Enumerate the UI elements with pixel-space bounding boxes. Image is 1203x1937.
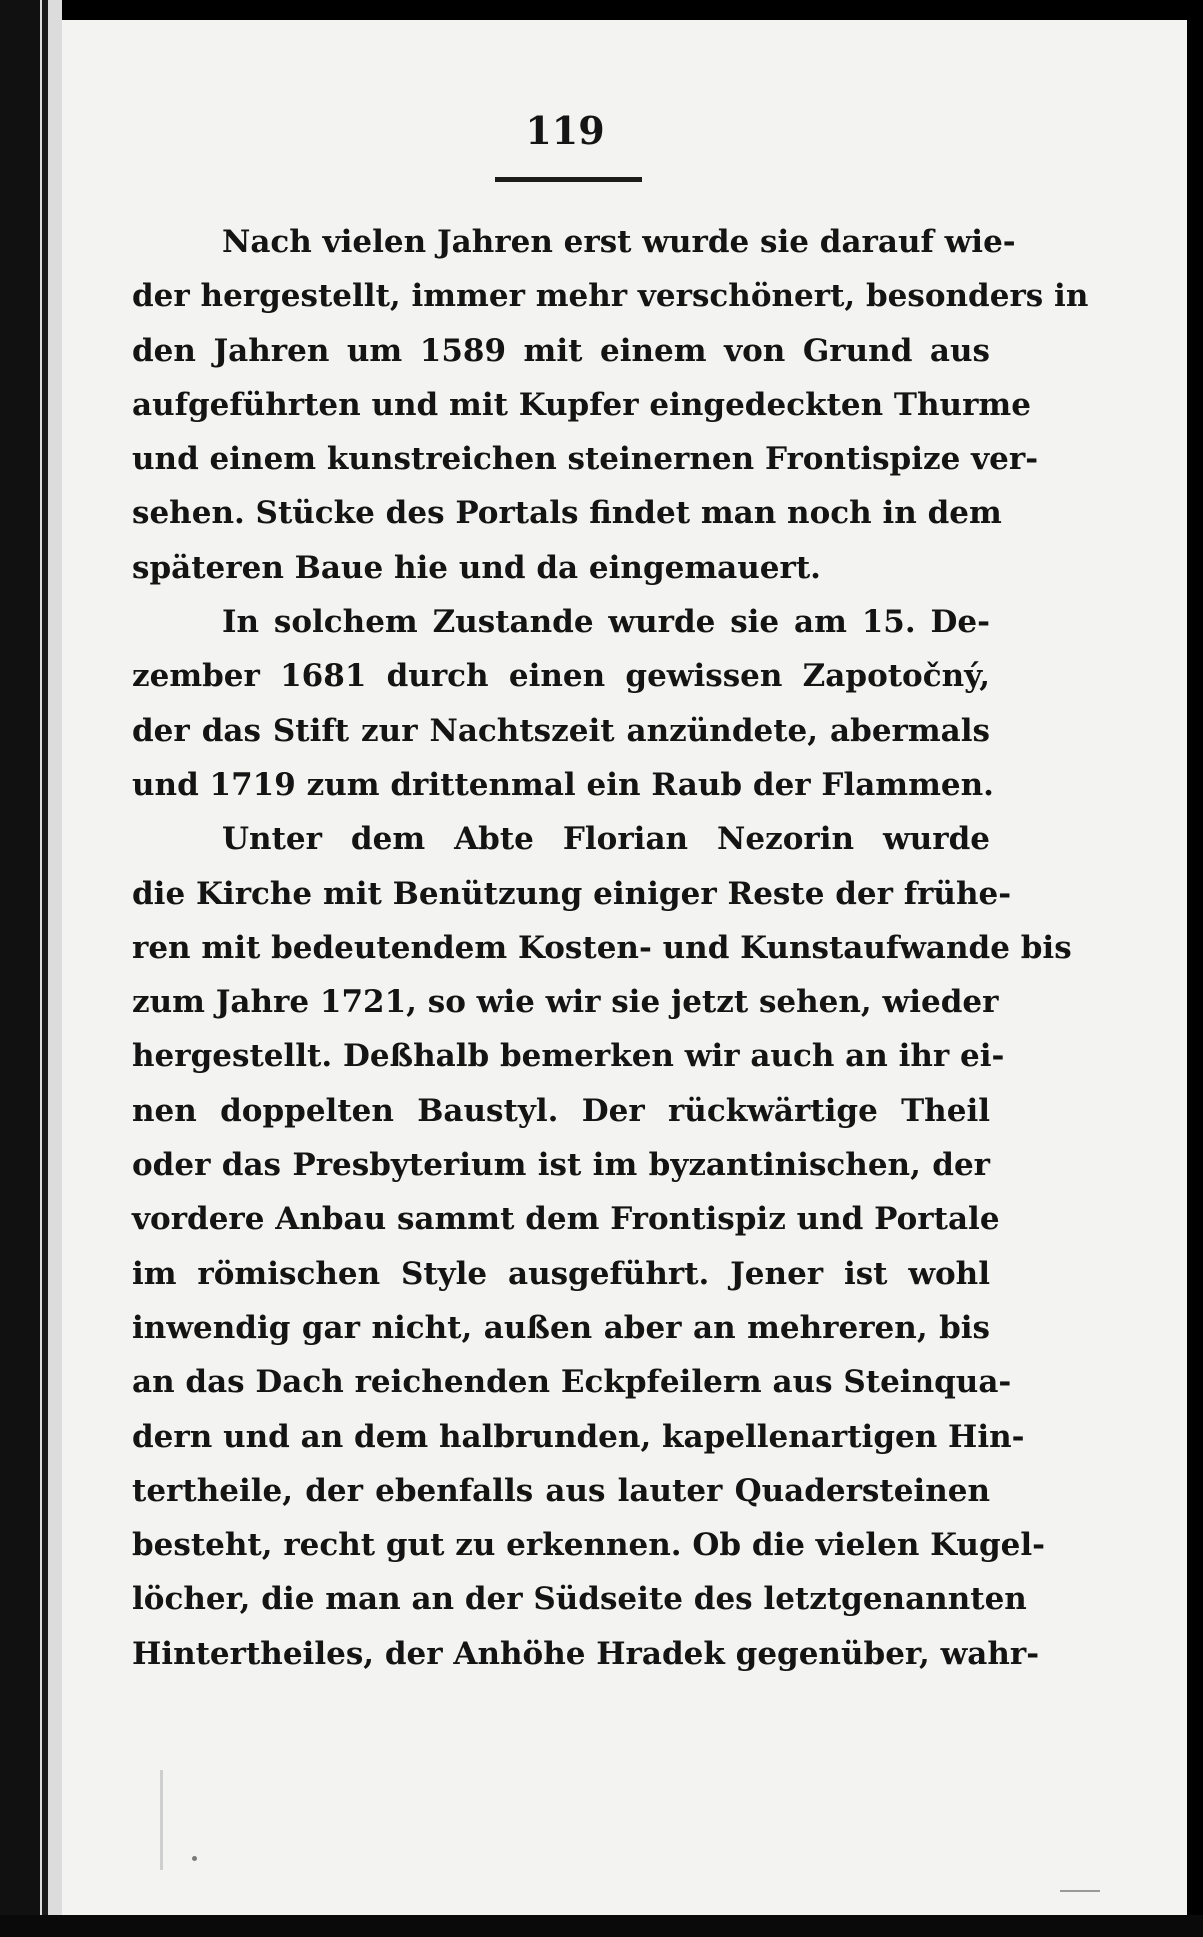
body-text (132, 215, 1089, 1681)
scan-binding-edge (42, 0, 48, 1937)
text-line: inwendig gar nicht, außen aber an mehreren, bis (132, 1309, 990, 1346)
text-line: Hintertheiles, der Anhöhe Hradek gegenüber, wahr- (132, 1635, 1040, 1672)
page-number-underline (495, 177, 642, 182)
text-line: zember 1681 durch einen gewissen Zapotočný, (132, 658, 990, 695)
text-line: nen doppelten Baustyl. Der rückwärtige Theil (132, 1092, 990, 1129)
text-line: Nach vielen Jahren erst wurde sie darauf wie- (222, 224, 1016, 260)
text-line: hergestellt. Deßhalb bemerken wir auch an ihr ei- (132, 1038, 1005, 1075)
page-number: 119 (525, 108, 605, 153)
text-line: tertheile, der ebenfalls aus lauter Quadersteinen (132, 1472, 990, 1509)
text-line: der hergestellt, immer mehr verschönert, besonders in (132, 278, 1089, 315)
text-line: und einem kunstreichen steinernen Frontispize ver- (132, 441, 1039, 478)
text-line: im römischen Style ausgeführt. Jener ist wohl (132, 1255, 990, 1292)
text-line: oder das Presbyterium ist im byzantinischen, der (132, 1147, 990, 1184)
text-line: sehen. Stücke des Portals findet man noch in dem (132, 495, 1002, 532)
scan-artifact-dot (192, 1856, 197, 1861)
text-line: der das Stift zur Nachtszeit anzündete, abermals (132, 712, 990, 749)
text-line: aufgeführten und mit Kupfer eingedeckten Thurme (132, 386, 1031, 423)
scan-bottom-edge (0, 1915, 1203, 1937)
text-line: löcher, die man an der Südseite des letztgenannten (132, 1581, 1027, 1618)
text-line: dern und an dem halbrunden, kapellenartigen Hin- (132, 1418, 1025, 1455)
text-line: zum Jahre 1721, so wie wir sie jetzt sehen, wieder (132, 984, 999, 1021)
text-line: besteht, recht gut zu erkennen. Ob die vielen Kugel- (132, 1527, 1045, 1564)
text-line: späteren Baue hie und da eingemauert. (132, 549, 821, 586)
text-line: und 1719 zum drittenmal ein Raub der Flammen. (132, 766, 994, 803)
text-line: Unter dem Abte Florian Nezorin wurde (222, 821, 990, 858)
scan-artifact-dash (1060, 1890, 1100, 1892)
text-line: den Jahren um 1589 mit einem von Grund aus (132, 332, 990, 369)
scan-left-margin (0, 0, 40, 1937)
scan-artifact-line (160, 1770, 163, 1870)
text-line: vordere Anbau sammt dem Frontispiz und Portale (132, 1201, 1000, 1238)
text-line: die Kirche mit Benützung einiger Reste der frühe- (132, 875, 1012, 912)
text-line: ren mit bedeutendem Kosten- und Kunstaufwande bis (132, 929, 1072, 966)
text-line: In solchem Zustande wurde sie am 15. De- (222, 604, 990, 641)
text-line: an das Dach reichenden Eckpfeilern aus Steinqua- (132, 1364, 1012, 1401)
